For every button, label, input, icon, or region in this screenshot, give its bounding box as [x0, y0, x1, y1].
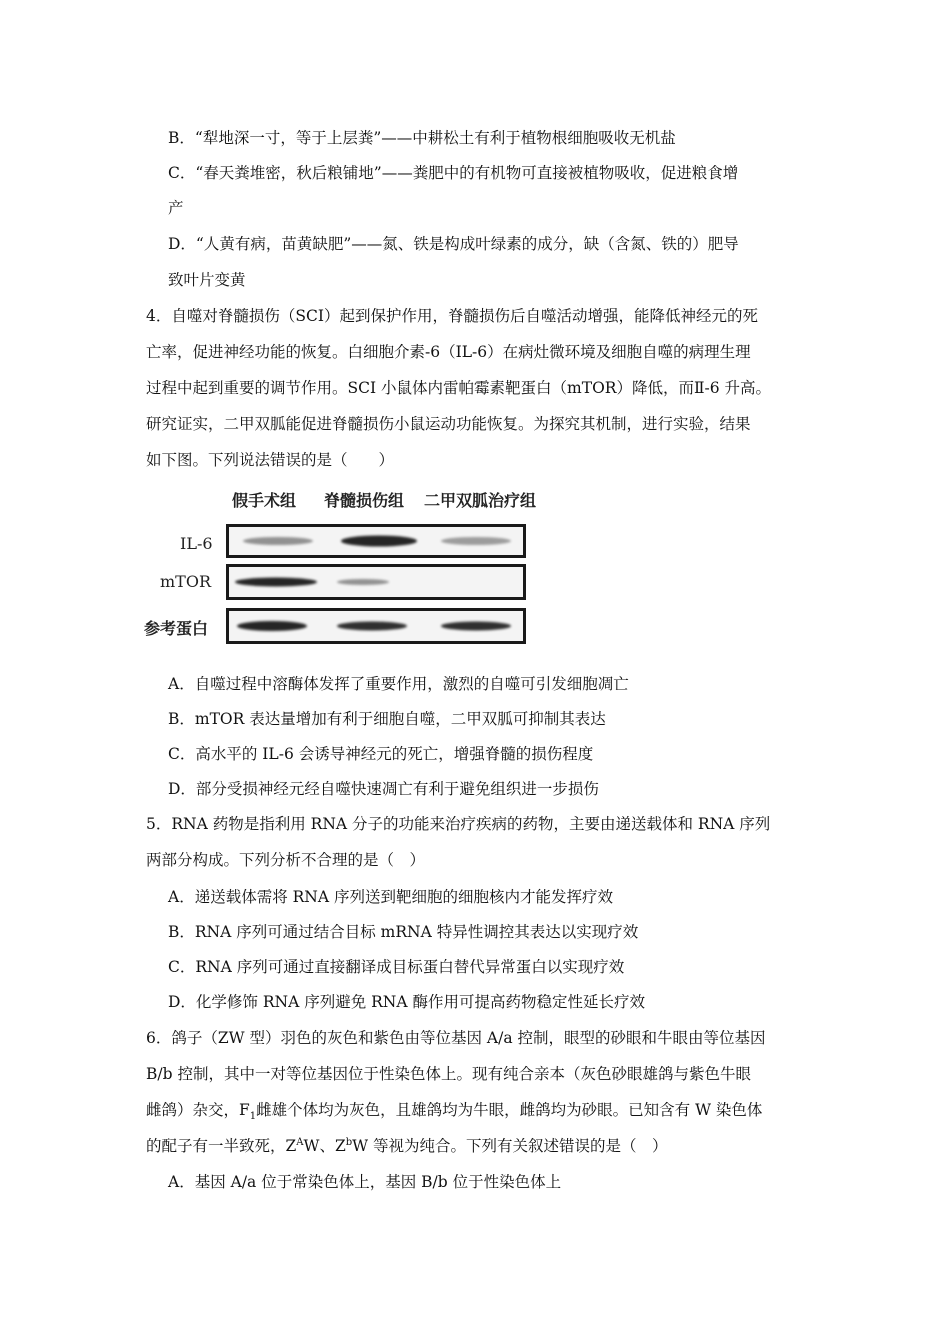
- q3-option-d-cont: 致叶片变黄: [168, 271, 246, 289]
- q6-stem-line-2: B/b 控制，其中一对等位基因位于性染色体上。现有纯合亲本（灰色砂眼雄鸽与紫色牛眼: [146, 1065, 751, 1083]
- blot-row-mtor: [226, 564, 526, 600]
- q6-text: 雌鸽）杂交，F: [146, 1101, 250, 1119]
- q6-text: W 等视为纯合。下列有关叙述错误的是（ ）: [352, 1137, 668, 1155]
- band-il6-sham: [243, 537, 313, 545]
- q3-option-b: B．“犁地深一寸，等于上层粪”——中耕松土有利于植物根细胞吸收无机盐: [168, 129, 676, 147]
- band-il6-metformin: [441, 537, 511, 545]
- band-ref-metformin: [441, 622, 511, 631]
- q5-option-c: C．RNA 序列可通过直接翻译成目标蛋白替代异常蛋白以实现疗效: [168, 958, 625, 976]
- q6-text: W、Z: [303, 1137, 346, 1155]
- q6-stem-line-3: [146, 1100, 763, 1123]
- q3-option-d: D．“人黄有病，苗黄缺肥”——氮、铁是构成叶绿素的成分，缺（含氮、铁的）肥导: [168, 235, 739, 253]
- row-label-mtor: mTOR: [160, 572, 212, 591]
- blot-row-il6: [226, 524, 526, 558]
- col-label-metformin: 二甲双胍治疗组: [424, 491, 537, 510]
- q4-option-d: D．部分受损神经元经自噬快速凋亡有利于避免组织进一步损伤: [168, 780, 599, 798]
- q6-stem-line-4: [146, 1136, 668, 1156]
- q5-option-b: B．RNA 序列可通过结合目标 mRNA 特异性调控其表达以实现疗效: [168, 923, 639, 941]
- allele-superscript: b: [345, 1136, 353, 1148]
- q6-option-a: A．基因 A/a 位于常染色体上，基因 B/b 位于性染色体上: [168, 1173, 562, 1191]
- row-label-il6: IL-6: [180, 534, 213, 553]
- q4-option-c: C．高水平的 IL-6 会诱导神经元的死亡，增强脊髓的损伤程度: [168, 745, 594, 763]
- q4-stem-line-5: 如下图。下列说法错误的是（ ）: [146, 451, 395, 469]
- q4-option-a: A．自噬过程中溶酶体发挥了重要作用，激烈的自噬可引发细胞凋亡: [168, 675, 629, 693]
- q4-stem: 4．自噬对脊髓损伤（SCI）起到保护作用，脊髓损伤后自噬活动增强，能降低神经元的死: [146, 307, 758, 325]
- q5-stem-line-2: 两部分构成。下列分析不合理的是（ ）: [146, 851, 426, 869]
- col-label-injury: 脊髓损伤组: [324, 491, 405, 510]
- col-label-sham: 假手术组: [232, 491, 297, 510]
- q5-option-a: A．递送载体需将 RNA 序列送到靶细胞的细胞核内才能发挥疗效: [168, 888, 613, 906]
- q4-stem-line-2: 亡率，促进神经功能的恢复。白细胞介素-6（IL-6）在病灶微环境及细胞自噬的病理生理: [146, 343, 751, 361]
- band-il6-injury: [341, 536, 417, 547]
- q6-text: 雌雄个体均为灰色，且雄鸽均为牛眼，雌鸽均为砂眼。已知含有 W 染色体: [256, 1101, 763, 1119]
- band-mtor-sham: [235, 578, 317, 587]
- row-label-reference: 参考蛋白: [144, 619, 209, 638]
- band-ref-sham: [237, 621, 307, 631]
- blot-row-reference: [226, 608, 526, 644]
- band-mtor-injury: [337, 579, 389, 585]
- q6-stem: 6．鸽子（ZW 型）羽色的灰色和紫色由等位基因 A/a 控制，眼型的砂眼和牛眼由等位基因: [146, 1029, 766, 1047]
- allele-superscript: A: [296, 1136, 304, 1148]
- q5-option-d: D．化学修饰 RNA 序列避免 RNA 酶作用可提高药物稳定性延长疗效: [168, 993, 645, 1011]
- western-blot-figure: [140, 486, 560, 648]
- q3-option-c: C．“春天粪堆密，秋后粮铺地”——粪肥中的有机物可直接被植物吸收，促进粮食增: [168, 164, 739, 182]
- q5-stem: 5．RNA 药物是指利用 RNA 分子的功能来治疗疾病的药物，主要由递送载体和 RNA 序列: [146, 815, 771, 833]
- q4-stem-line-4: 研究证实，二甲双胍能促进脊髓损伤小鼠运动功能恢复。为探究其机制，进行实验，结果: [146, 415, 751, 433]
- q4-option-b: B．mTOR 表达量增加有利于细胞自噬，二甲双胍可抑制其表达: [168, 710, 606, 728]
- f1-subscript: 1: [249, 1111, 257, 1123]
- q3-option-c-cont: 产: [168, 199, 184, 217]
- q4-stem-line-3: 过程中起到重要的调节作用。SCI 小鼠体内雷帕霉素靶蛋白（mTOR）降低，而Ⅱ-6 升高。: [146, 379, 772, 397]
- q6-text: 的配子有一半致死，Z: [146, 1137, 297, 1155]
- band-ref-injury: [337, 622, 407, 631]
